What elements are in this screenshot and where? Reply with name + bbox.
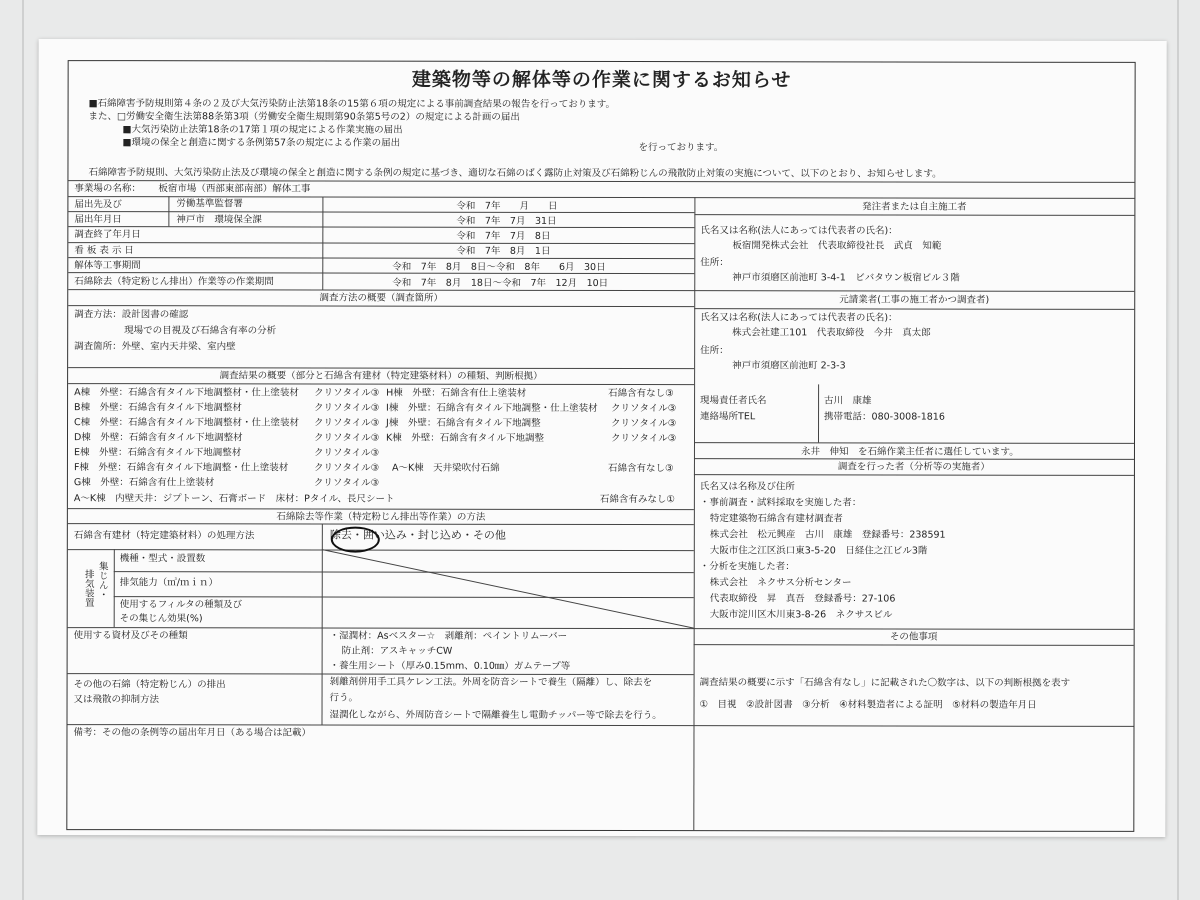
site-manager-label: 現場責任者氏名 <box>700 395 767 407</box>
result-finding: 石綿含有なし③ <box>608 388 674 400</box>
notice-frame <box>66 60 1135 832</box>
result-building: K棟 外壁：石綿含有タイル下地調整 <box>385 432 545 444</box>
result-building: I棟 外壁：石綿含有タイル下地調整・仕上塗装材 <box>386 402 598 414</box>
surveyor-line-1: 氏名又は名称及び住所 <box>699 481 795 493</box>
result-building: F棟 外壁：石綿含有タイル下地調整・仕上塗装材 <box>73 462 289 474</box>
contractor-addr-label: 住所： <box>700 345 729 357</box>
surveyor-line-4: 株式会社 松元興産 古川 康雄 登録番号：238591 <box>709 529 946 541</box>
orderer-name-label: 氏名又は名称(法人にあっては代表者の氏名)： <box>700 225 898 237</box>
selected-option-circle <box>331 527 380 553</box>
other-method-line-3: 湿潤化しながら、外周防音シートで隔離養生し電動チッパー等で除去を行う。 <box>329 709 662 722</box>
result-finding: クリソタイル③ <box>314 402 380 414</box>
contact-tel: 携帯電話：080-3008-1816 <box>824 411 945 423</box>
result-building: C棟 外壁：石綿含有タイル下地調整材・仕上塗装材 <box>74 417 299 429</box>
method-header: 調査方法の概要（調査箇所） <box>319 292 444 304</box>
method-line-1: 調査方法：設計図書の確認 <box>74 309 189 321</box>
result-finding: クリソタイル③ <box>314 417 380 429</box>
removal-period: 令和 7年 8月 18日～令和 7年 12月 10日 <box>392 277 609 290</box>
result-building: A～K棟 内壁天井：ジプトーン、石膏ボード 床材：Pタイル、長尺シート <box>73 493 395 505</box>
result-building: A棟 外壁：石綿含有タイル下地調整材・仕上塗装材 <box>74 387 299 399</box>
filing-date-label: 届出年月日 <box>74 214 122 226</box>
other-method-label-1: その他の石綿（特定粉じん）の排出 <box>73 679 226 691</box>
surveyor-line-7: 株式会社 ネクサス分析センター <box>709 577 852 589</box>
treatment-options: 除去・囲い込み・封じ込め・その他 <box>329 528 506 542</box>
contact-tel-label: 連絡場所TEL <box>700 411 756 423</box>
contractor-name: 株式会社建工101 代表取締役 今井 真太郎 <box>732 327 931 339</box>
other-method-label-2: 又は飛散の抑制方法 <box>73 694 160 706</box>
notice-sheet <box>37 39 1166 837</box>
demolition-period: 令和 7年 8月 8日～令和 8年 6月 30日 <box>392 261 606 274</box>
orderer-addr: 神戸市須磨区前池町 3-4-1 ビバタウン板宿ビル３階 <box>732 272 960 284</box>
site-label: 事業場の名称： <box>74 183 141 195</box>
orderer-header: 発注者または自主施工者 <box>862 201 967 213</box>
filing-date-sub: 神戸市 環境保全課 <box>176 214 262 226</box>
surveyor-line-3: 特定建築物石綿含有建材調査者 <box>709 513 843 525</box>
result-finding: クリソタイル③ <box>313 432 380 444</box>
result-finding: クリソタイル③ <box>313 462 380 474</box>
other-line-1: 調査結果の概要に示す「石綿含有なし」に記載された〇数字は、以下の判断根拠を表す <box>699 677 1071 689</box>
result-finding: クリソタイル③ <box>313 447 380 459</box>
surveyor-line-9: 大阪市淀川区木川東3-8-26 ネクサスビル <box>709 609 893 621</box>
site-value: 板宿市場（西部東部南部）解体工事 <box>158 183 311 195</box>
surveyor-line-6: ・分析を実施した者： <box>699 561 795 573</box>
survey-end-date: 令和 7年 7月 8日 <box>456 230 551 242</box>
result-finding: クリソタイル③ <box>611 418 677 430</box>
machine-label: 機種・型式・設置数 <box>119 553 206 565</box>
result-building: A～K棟 天井梁吹付石綿 <box>391 462 500 474</box>
result-finding: クリソタイル③ <box>610 433 677 445</box>
demolition-period-label: 解体等工事期間 <box>74 260 141 272</box>
contractor-header: 元請業者(工事の施工者かつ調査者) <box>839 294 990 306</box>
materials-label: 使用する資材及びその種類 <box>73 630 188 642</box>
result-building: G棟 外壁：石綿含有仕上塗装材 <box>73 477 215 489</box>
exhaust-label: 排気装置 <box>82 569 94 608</box>
filing-date: 令和 7年 7月 31日 <box>456 215 557 227</box>
intro-line-5: 石綿障害予防規則、大気汚染防止法及び環境の保全と創造に関する条例の規定に基づき、適切な石綿のばく露防止対策及び石綿粉じんの飛散防止対策の実施について、以下のとおり、お知らせします。 <box>88 167 942 180</box>
survey-end-label: 調査終了年月日 <box>74 229 141 241</box>
orderer-name: 板宿開発株式会社 代表取締役社長 武貞 知範 <box>732 240 942 252</box>
intro-line-3: ■大気汚染防止法第18条の17第１項の規定による作業実施の届出 <box>122 124 403 136</box>
result-finding: 石綿含有なし③ <box>607 463 674 475</box>
other-method-line-1: 剝離剤併用手工具ケレン工法。外周を防音シートで養生（隔離）し、除去を <box>329 676 653 689</box>
filter-label-2: その集じん効果(%) <box>119 613 203 625</box>
contractor-name-label: 氏名又は名称(法人にあっては代表者の氏名)： <box>700 312 898 324</box>
site-manager: 古川 康雄 <box>824 395 872 407</box>
intro-line-1: ■石綿障害予防規則第４条の２及び大気汚染防止法第18条の15第６項の規定による事前調査結果の報告を行っております。 <box>88 98 615 111</box>
chief-notice: 永井 伸知 を石綿作業主任者に選任しています。 <box>800 446 1019 458</box>
result-building: J棟 外壁：石綿含有タイル下地調整 <box>386 417 541 429</box>
result-building: H棟 外壁：石綿含有仕上塗装材 <box>386 387 527 399</box>
collector-label: 集じん・ <box>96 561 108 600</box>
capacity-label: 排気能力（㎥/ｍｉｎ） <box>119 577 218 589</box>
sign-date-label: 看 板 表 示 日 <box>74 245 134 257</box>
method-line-3: 調査箇所：外壁、室内天井梁、室内壁 <box>74 341 236 353</box>
result-building: E棟 外壁：石綿含有タイル下地調整材 <box>73 447 242 459</box>
results-header: 調査結果の概要（部分と石綿含有建材（特定建築材料）の種類、判断根拠） <box>219 370 543 382</box>
filing-dest-sub: 労働基準監督署 <box>176 198 243 210</box>
intro-line-4: ■環境の保全と創造に関する条例第57条の規定による作業の届出 <box>122 137 401 149</box>
result-finding: クリソタイル③ <box>313 477 380 489</box>
removal-header: 石綿除去等作業（特定粉じん排出等作業）の方法 <box>276 511 486 523</box>
result-finding: クリソタイル③ <box>314 387 380 399</box>
remarks: 備考：その他の条例等の届出年月日（ある場合は記載） <box>73 727 312 739</box>
surveyor-line-5: 大阪市住之江区浜口東3-5-20 日経住之江ビル3階 <box>709 545 928 557</box>
removal-period-label: 石綿除去（特定粉じん排出）作業等の作業期間 <box>74 276 274 288</box>
filing-dest-date: 令和 7年 月 日 <box>456 200 558 212</box>
surveyor-header: 調査を行った者（分析等の実施者） <box>837 461 990 473</box>
intro-line-4-tail: を行っております。 <box>638 142 724 154</box>
filing-dest-label: 届出先及び <box>74 199 122 211</box>
result-building: B棟 外壁：石綿含有タイル下地調整材 <box>74 402 242 414</box>
surveyor-line-2: ・事前調査・試料採取を実施した者： <box>699 497 862 509</box>
other-line-2: ① 目視 ②設計図書 ③分析 ④材料製造者による証明 ⑤材料の製造年月日 <box>699 699 1037 711</box>
materials-line-3: ・養生用シート（厚み0.15mm、0.10㎜）ガムテープ等 <box>329 660 571 672</box>
treatment-label: 石綿含有建材（特定建築材料）の処理方法 <box>73 530 255 542</box>
sign-date: 令和 7年 8月 1日 <box>456 245 551 257</box>
filter-label-1: 使用するフィルタの種類及び <box>119 599 243 611</box>
surveyor-line-8: 代表取締役 昇 真吾 登録番号：27-106 <box>709 593 896 605</box>
method-line-2: 現場での目視及び石綿含有率の分析 <box>124 325 277 337</box>
materials-line-1: ・湿潤材：Asベスター☆ 剥離剤：ペイントリムーバー <box>329 630 568 642</box>
result-building: D棟 外壁：石綿含有タイル下地調整材 <box>73 432 243 444</box>
materials-line-2: 防止剤：アスキャッチCW <box>341 645 453 657</box>
other-header: その他事項 <box>889 631 938 643</box>
notice-title: 建築物等の解体等の作業に関するお知らせ <box>411 68 792 92</box>
intro-line-2: また、□労働安全衛生法第88条第3項（労働安全衛生規則第90条第5号の2）の規定による計画の届出 <box>88 111 520 123</box>
wall-seam-right <box>1177 0 1179 900</box>
result-finding: 石綿含有みなし① <box>599 493 675 506</box>
orderer-addr-label: 住所： <box>700 257 729 269</box>
wall-seam-left <box>22 0 24 900</box>
contractor-addr: 神戸市須磨区前池町 2-3-3 <box>732 360 846 372</box>
result-finding: クリソタイル③ <box>611 403 677 415</box>
other-method-line-2: 行う。 <box>329 692 359 704</box>
